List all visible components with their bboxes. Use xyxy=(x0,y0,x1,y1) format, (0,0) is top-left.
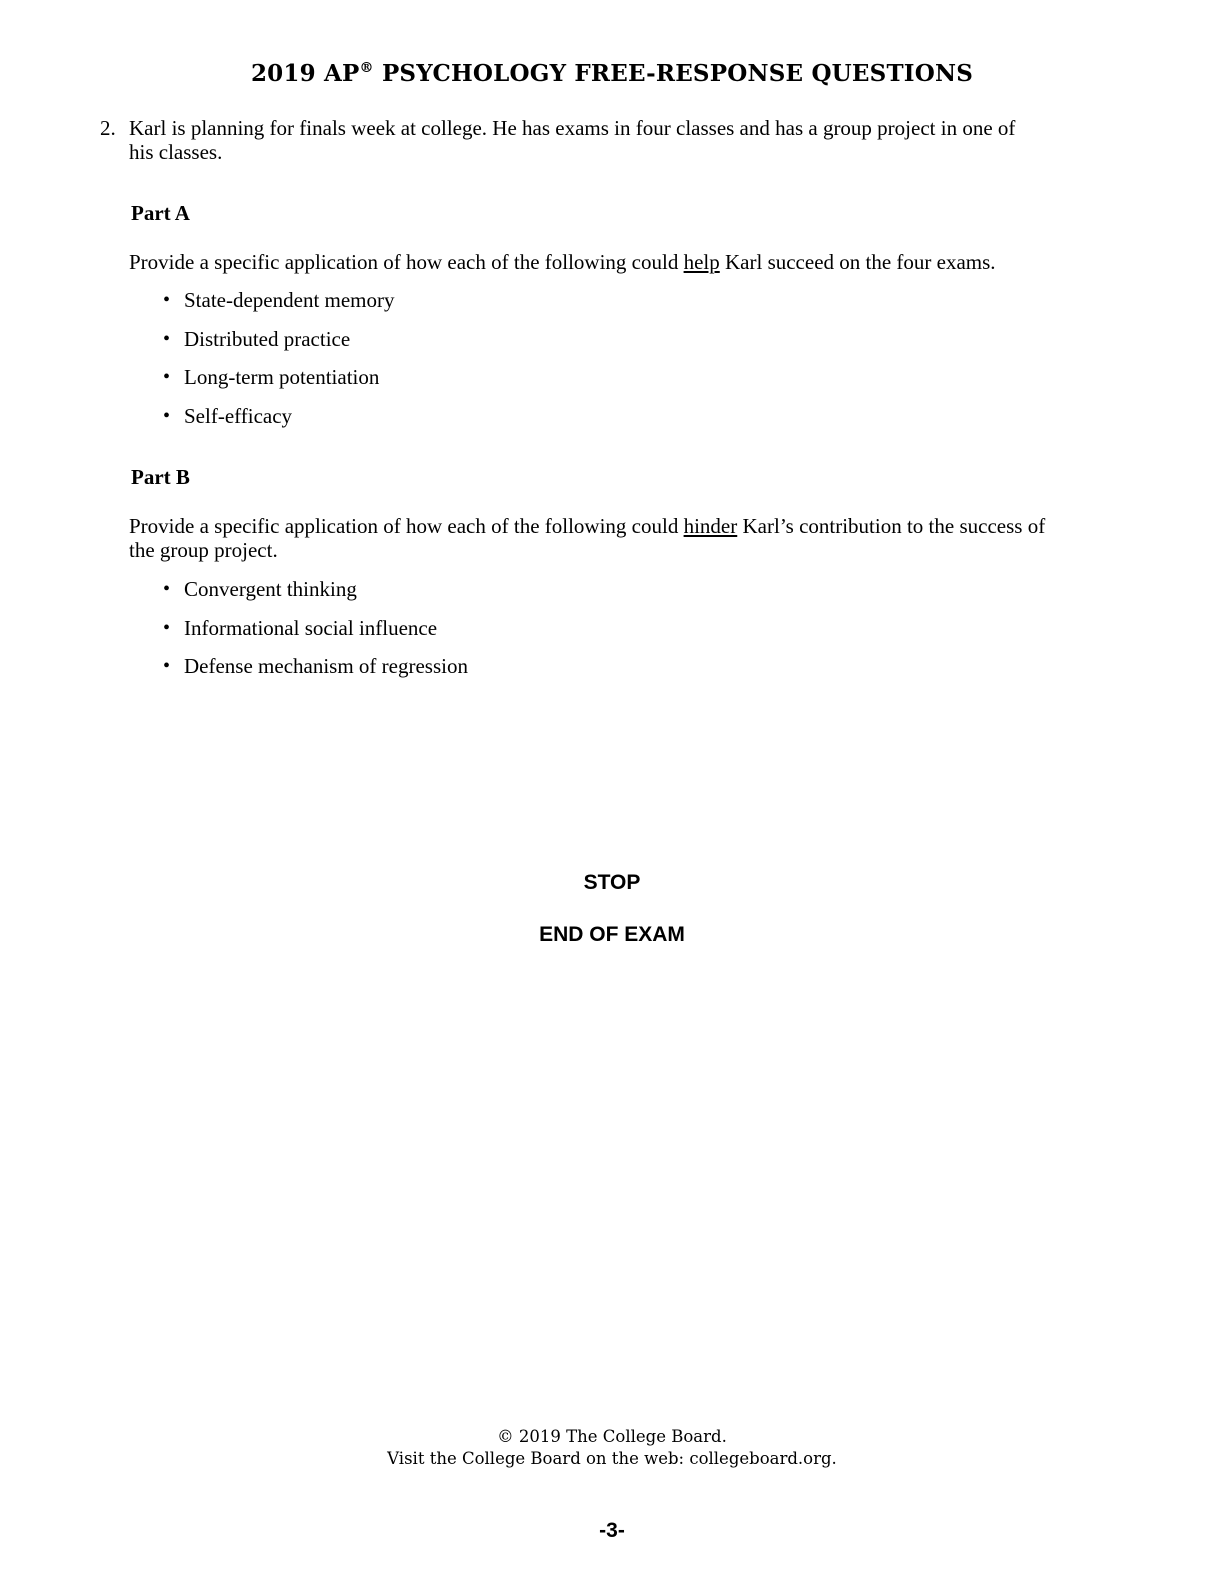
part-a-heading: Part A xyxy=(131,201,190,225)
list-item xyxy=(163,616,468,655)
list-item-text: Self-efficacy xyxy=(184,403,293,428)
part-b-heading: Part B xyxy=(131,465,190,489)
list-item xyxy=(163,577,468,616)
bullet-icon: • xyxy=(163,578,171,600)
part-a-instruction-end: Karl succeed on the four exams. xyxy=(719,250,996,274)
part-b-instruction-emphasis: hinder xyxy=(683,514,738,538)
bullet-icon: • xyxy=(163,327,171,350)
part-a-instruction-emphasis: help xyxy=(683,250,720,274)
question-stem: Karl is planning for finals week at college. He has exams in four classes and has a group project in one of his classes. xyxy=(129,116,1016,164)
footer xyxy=(0,1426,1224,1470)
page-number: -3- xyxy=(599,1519,625,1542)
list-item-text: Convergent thinking xyxy=(184,577,357,601)
list-item-text: Long-term potentiation xyxy=(184,365,380,389)
question-number: 2. xyxy=(100,116,116,140)
stop-label: STOP xyxy=(583,871,641,894)
copyright-notice: © 2019 The College Board. xyxy=(497,1427,727,1446)
bullet-icon: • xyxy=(163,289,171,311)
part-b-instruction xyxy=(129,514,1069,562)
page-header xyxy=(0,60,1224,87)
header-title-suffix: PSYCHOLOGY FREE-RESPONSE QUESTIONS xyxy=(373,60,974,87)
list-item-text: State-dependent memory xyxy=(184,288,395,312)
list-item-text: Informational social influence xyxy=(184,615,438,640)
bullet-icon: • xyxy=(163,616,171,639)
bullet-icon: • xyxy=(163,655,171,677)
bullet-icon: • xyxy=(163,404,171,427)
part-b-instruction-start: Provide a specific application of how each of the following could xyxy=(129,514,684,538)
list-item xyxy=(163,365,395,404)
list-item xyxy=(163,327,395,366)
part-b-instruction-end: Karl’s contribution to the success of the group project. xyxy=(129,514,1046,562)
part-b-list xyxy=(163,577,468,693)
list-item xyxy=(163,404,395,443)
list-item xyxy=(163,288,395,327)
header-title-prefix: 2019 AP xyxy=(250,60,360,87)
list-item xyxy=(163,654,468,693)
website-notice: Visit the College Board on the web: collegeboard.org. xyxy=(387,1449,837,1468)
registered-mark: ® xyxy=(359,60,374,76)
question-2 xyxy=(100,116,1060,164)
end-of-exam-label: END OF EXAM xyxy=(539,923,685,946)
part-a-instruction-start: Provide a specific application of how each of the following could xyxy=(129,250,684,274)
list-item-text: Defense mechanism of regression xyxy=(184,654,468,678)
bullet-icon: • xyxy=(163,366,171,388)
part-a-list xyxy=(163,288,395,442)
part-a-instruction xyxy=(129,250,1069,274)
list-item-text: Distributed practice xyxy=(184,326,351,351)
